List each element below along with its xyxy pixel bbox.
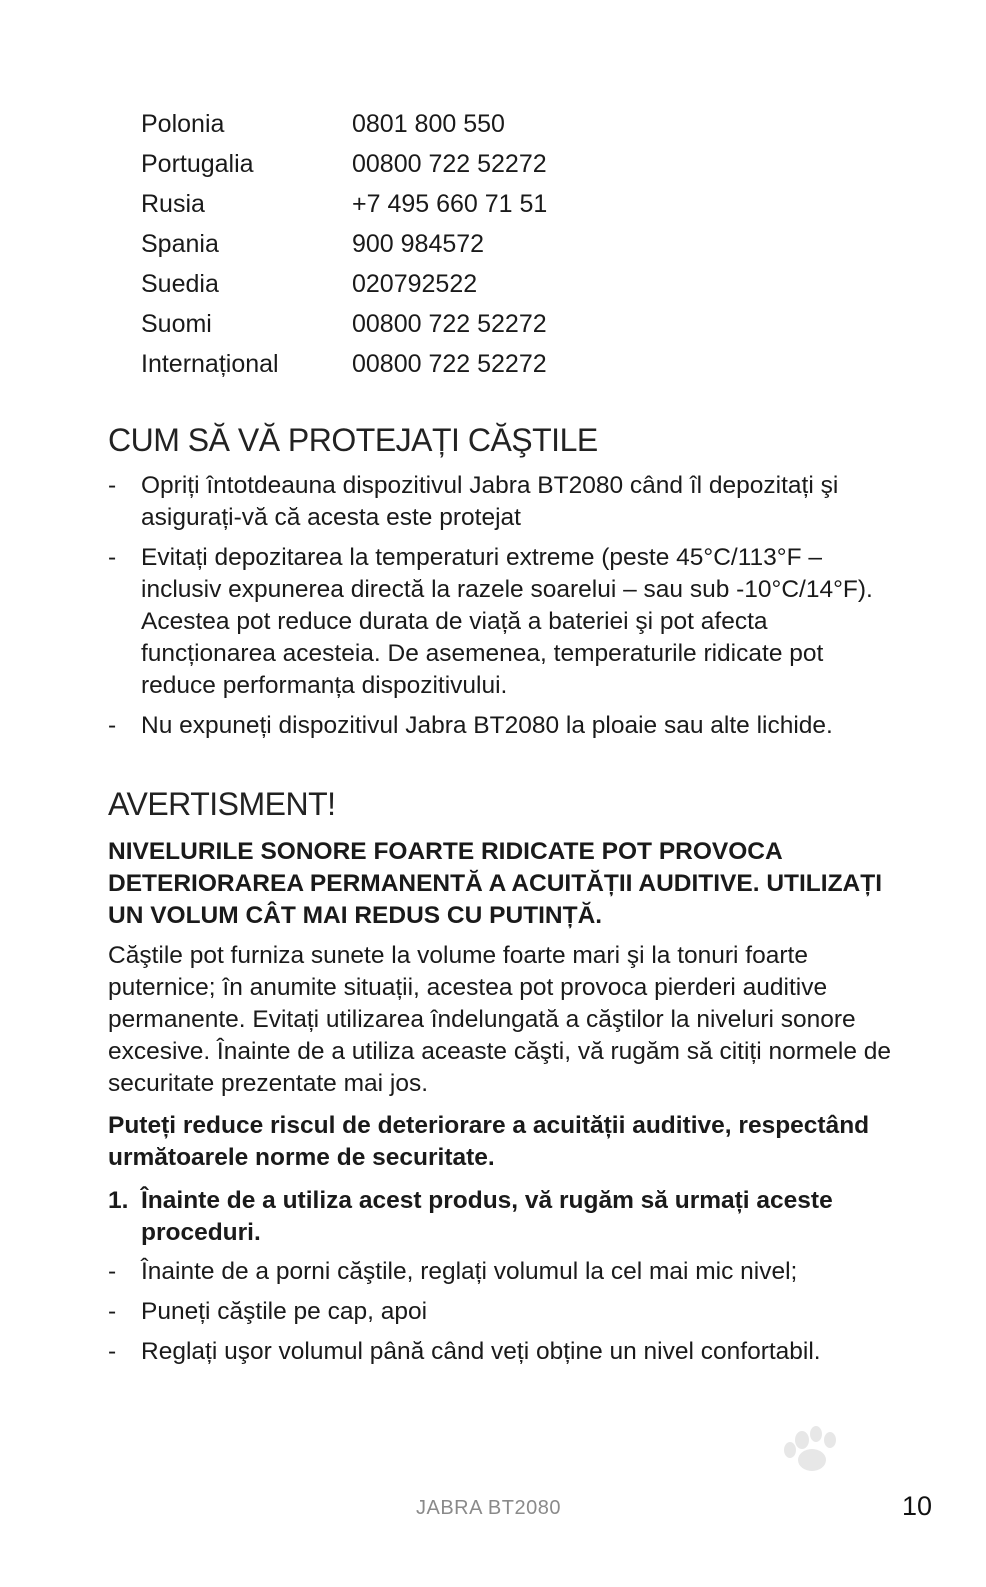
- warning-paragraph: Căştile pot furniza sunete la volume foarte mari şi la tonuri foarte puternice; în anumite situații, acestea pot provoca pierderi auditive permanente. Evitați utilizarea îndelungată a căştilor la niveluri sonore excesive. Înainte de a utiliza aceaste căşti, vă rugăm să citiți normele de securitate prezentate mai jos.: [108, 942, 892, 1097]
- steps-list: [108, 1256, 888, 1376]
- warning-heading: AVERTISMENT!: [108, 786, 336, 822]
- numbered-step: [108, 1185, 898, 1249]
- contact-country: Portugalia: [141, 150, 254, 178]
- list-item-text: Nu expuneți dispozitivul Jabra BT2080 la ploaie sau alte lichide.: [141, 712, 833, 739]
- page-number: 10: [902, 1491, 933, 1521]
- contact-country: Spania: [141, 230, 219, 258]
- list-item: [108, 1336, 888, 1368]
- contact-country: Suomi: [141, 310, 212, 338]
- list-item-text: Reglați uşor volumul până când veți obține un nivel confortabil.: [141, 1338, 821, 1365]
- list-item: [108, 710, 888, 742]
- baidu-watermark: [690, 1420, 920, 1530]
- list-item-text: Evitați depozitarea la temperaturi extreme (peste 45°C/113°F – inclusiv expunerea directă la razele soarelui – sau sub -10°C/14°F). Acestea pot reduce durata de viață a bateriei şi pot afecta funcționarea acesteia. De asemenea, temperaturile ridicate pot reduce performanța dispozitivului.: [141, 544, 873, 699]
- contact-phone: 00800 722 52272: [352, 150, 547, 178]
- list-item: [108, 470, 888, 534]
- warning-bold-paragraph: Puteți reduce riscul de deteriorare a acuității auditive, respectând următoarele norme de securitate.: [108, 1112, 870, 1171]
- contact-phone: 020792522: [352, 270, 478, 298]
- list-item-text: Înainte de a porni căştile, reglați volumul la cel mai mic nivel;: [141, 1258, 798, 1285]
- dash-bullet: -: [108, 472, 117, 499]
- protect-heading: CUM SĂ VĂ PROTEJAȚI CĂŞTILE: [108, 422, 598, 458]
- contact-phone: 00800 722 52272: [352, 310, 547, 338]
- dash-bullet: -: [108, 1298, 117, 1325]
- list-item-text: Opriți întotdeauna dispozitivul Jabra BT2080 când îl depozitați şi asigurați-vă că acesta este protejat: [141, 472, 839, 531]
- contact-phone: 0801 800 550: [352, 110, 505, 138]
- list-item: [108, 542, 888, 702]
- contact-country: Suedia: [141, 270, 219, 298]
- list-item: [108, 1256, 888, 1288]
- warning-bold-text: NIVELURILE SONORE FOARTE RIDICATE POT PROVOCA DETERIORAREA PERMANENTĂ A ACUITĂȚII AUDITIVE. UTILIZAȚI UN VOLUM CÂT MAI REDUS CU PUTINȚĂ.: [108, 838, 882, 929]
- contact-phone: 900 984572: [352, 230, 485, 258]
- step-text: Înainte de a utiliza acest produs, vă rugăm să urmați aceste proceduri.: [141, 1187, 833, 1246]
- contact-country: Polonia: [141, 110, 225, 138]
- list-item: [108, 1296, 888, 1328]
- dash-bullet: -: [108, 712, 117, 739]
- contact-country: Rusia: [141, 190, 205, 218]
- footer-product-label: JABRA BT2080: [416, 1497, 561, 1519]
- contact-country: Internațional: [141, 350, 279, 378]
- step-number: 1.: [108, 1187, 129, 1214]
- contact-phone: 00800 722 52272: [352, 350, 547, 378]
- protect-list: [108, 470, 888, 750]
- dash-bullet: -: [108, 1338, 117, 1365]
- dash-bullet: -: [108, 544, 117, 571]
- contact-phone: +7 495 660 71 51: [352, 190, 548, 218]
- dash-bullet: -: [108, 1258, 117, 1285]
- list-item-text: Puneți căştile pe cap, apoi: [141, 1298, 428, 1325]
